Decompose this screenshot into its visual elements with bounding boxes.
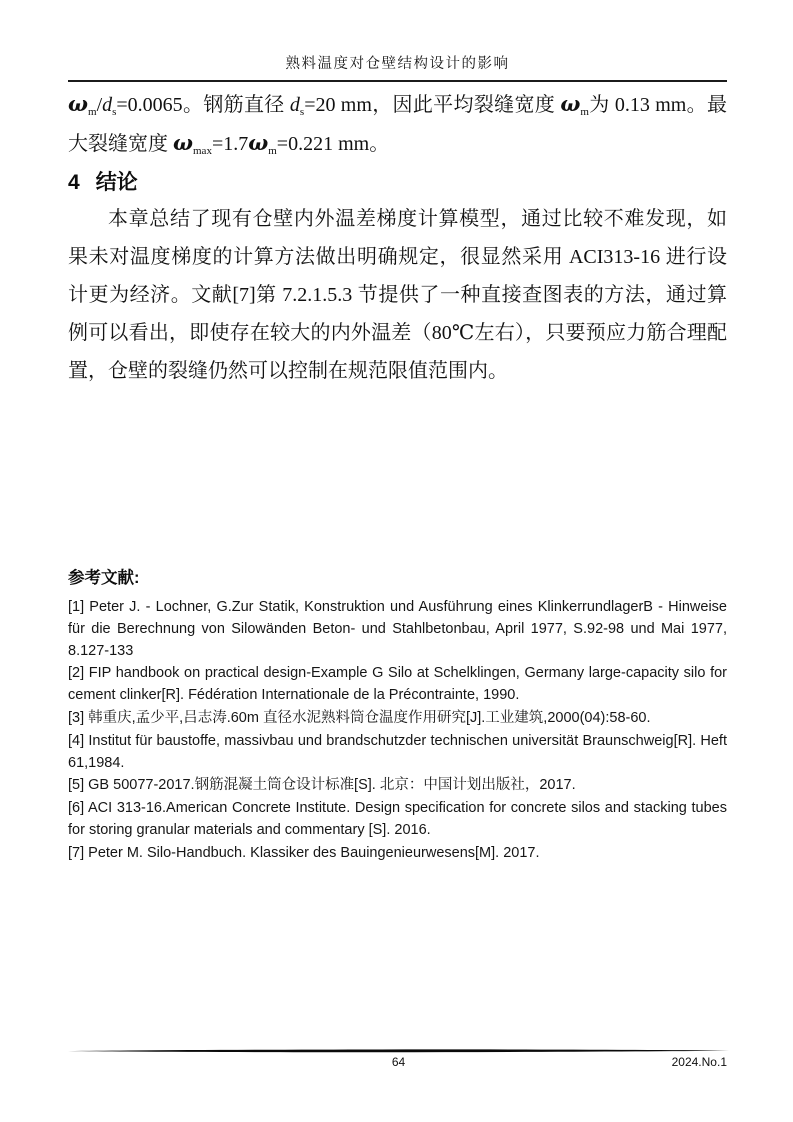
references-list: [68, 597, 727, 865]
subscript-s: s: [112, 106, 117, 118]
running-title: 熟料温度对仓壁结构设计的影响: [285, 56, 510, 72]
omega-symbol: ω: [560, 91, 581, 116]
references-section: [68, 566, 727, 865]
omega-symbol: ω: [248, 130, 269, 155]
subscript-s: s: [299, 106, 305, 118]
subscript-m: m: [268, 145, 277, 157]
subscript-m: m: [88, 106, 97, 118]
page-footer: [68, 1048, 729, 1072]
intro-segment: =0.221 mm。: [276, 133, 390, 155]
reference-item: [5] GB 50077-2017.钢筋混凝土筒仓设计标准[S]. 北京：中国计划出版社，2017.: [68, 777, 576, 794]
reference-item: [1] Peter J. - Lochner, G.Zur Statik, Konstruktion und Ausführung eines KlinkerrundlagerB - Hinweise für die Berechnung von Silowänden Beton- und Stahlbetonbau, April 1977, S.92-98 und Mai 1977, 8.127-133: [68, 599, 727, 659]
reference-item: [2] FIP handbook on practical design-Example G Silo at Schelklingen, Germany large-capacity silo for cement clinker[R]. Fédération Internationale de la Précontrainte, 1990.: [68, 665, 727, 704]
crack-width-paragraph: [68, 85, 727, 163]
section-number: 4: [68, 171, 80, 194]
intro-segment: 为 0.13 mm。最大裂缝宽度: [68, 94, 727, 155]
variable-d: d: [289, 94, 300, 116]
footer-row: [68, 1054, 729, 1072]
page-number: 64: [391, 1055, 406, 1069]
omega-symbol: ω: [68, 91, 88, 116]
reference-item: [3] 韩重庆,孟少平,吕志涛.60m 直径水泥熟料筒仓温度作用研究[J].工业建筑,2000(04):58-60.: [68, 709, 651, 726]
intro-segment: =1.7: [211, 133, 249, 155]
variable-d: d: [102, 94, 113, 116]
omega-symbol: ω: [173, 130, 193, 155]
intro-segment: =0.0065。钢筋直径: [116, 94, 290, 116]
reference-item: [4] Institut für baustoffe, massivbau und brandschutzder technischen universität Braunschweig[R]. Heft 61,1984.: [68, 732, 727, 771]
section-title: 结论: [95, 171, 138, 194]
page-header: [68, 52, 727, 82]
intro-segment: =20 mm，因此平均裂缝宽度: [304, 94, 561, 116]
issue-label: 2024.No.1: [671, 1055, 727, 1069]
references-heading: 参考文献:: [68, 569, 140, 587]
subscript-m: m: [580, 106, 589, 118]
subscript-max: max: [193, 145, 212, 157]
intro-segment: /: [96, 94, 103, 116]
reference-item: [6] ACI 313-16.American Concrete Institute. Design specification for concrete silos and stacking tubes for storing granular materials and commentary [S]. 2016.: [68, 800, 727, 838]
reference-item: [7] Peter M. Silo-Handbuch. Klassiker des Bauingenieurwesens[M]. 2017.: [68, 844, 540, 861]
conclusion-paragraph: 本章总结了现有仓壁内外温差梯度计算模型，通过比较不难发现，如果未对温度梯度的计算方法做出明确规定，很显然采用 ACI313-16 进行设计更为经济。文献[7]第 7.2.1.5.3 节提供了一种直接查图表的方法，通过算例可以看出，即使存在较大的内外温差（80℃左右），只要预应力筋合理配置，仓壁的裂缝仍然可以控制在规范限值范围内。: [68, 208, 727, 382]
section-heading: [68, 171, 727, 195]
